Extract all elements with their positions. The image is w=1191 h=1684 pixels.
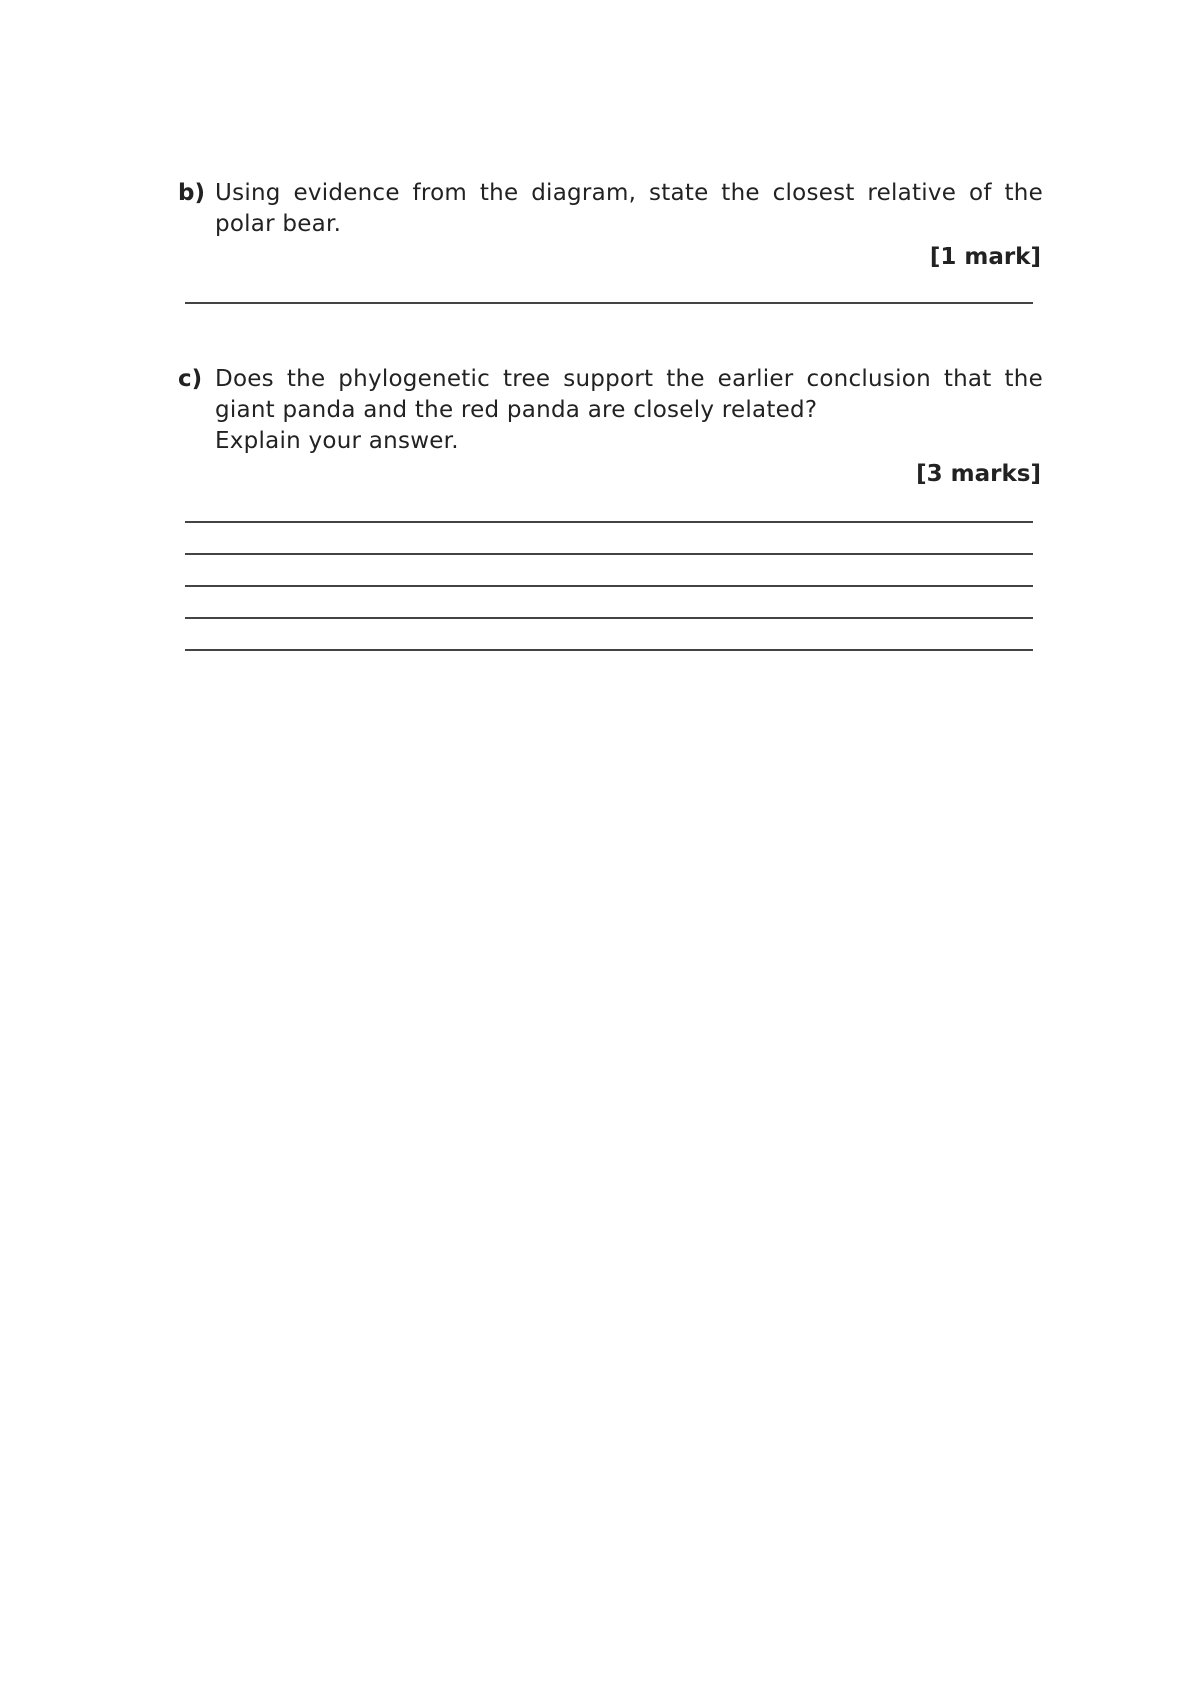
answer-line[interactable] — [185, 585, 1033, 587]
question-b-row — [178, 178, 1043, 240]
question-c-text: Does the phylogenetic tree support the earlier conclusion that the giant panda and the red panda are closely related? — [215, 366, 1043, 423]
question-c — [178, 364, 1043, 681]
answer-line[interactable] — [185, 649, 1033, 651]
question-b-text: Using evidence from the diagram, state the closest relative of the polar bear. — [215, 180, 1043, 237]
answer-line[interactable] — [185, 617, 1033, 619]
answer-line[interactable] — [185, 521, 1033, 523]
question-c-answer-area[interactable] — [185, 521, 1033, 651]
question-c-letter: c) — [178, 366, 203, 392]
answer-line[interactable] — [185, 553, 1033, 555]
question-c-text-block — [215, 364, 1043, 457]
question-b-letter: b) — [178, 180, 205, 206]
question-c-instruction: Explain your answer. — [215, 428, 459, 454]
question-b — [178, 178, 1043, 304]
question-b-marks: [1 mark] — [929, 244, 1041, 270]
question-c-marks: [3 marks] — [916, 461, 1041, 487]
question-b-answer-area[interactable] — [185, 302, 1033, 304]
answer-line[interactable] — [185, 302, 1033, 304]
question-c-row — [178, 364, 1043, 457]
